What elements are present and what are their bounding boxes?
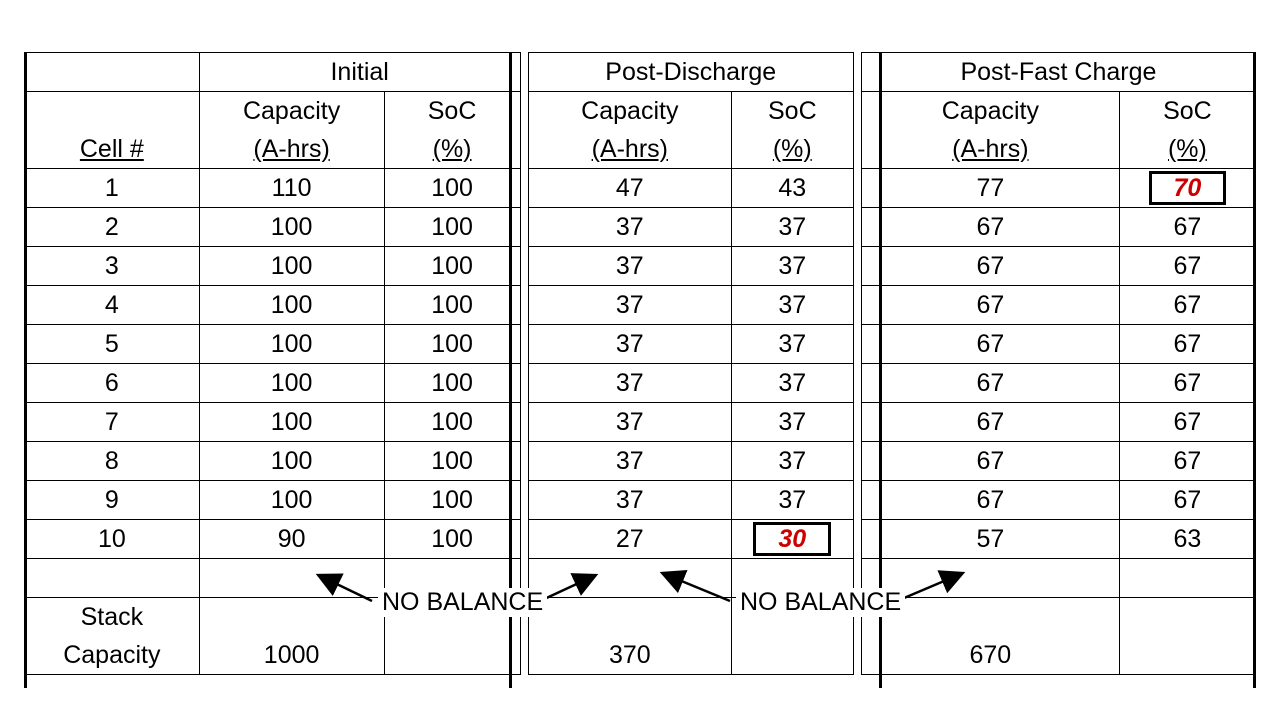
post-discharge-soc: 37 bbox=[731, 481, 853, 520]
highlight-box-row10: 30 bbox=[753, 522, 831, 556]
subheader-gap-4 bbox=[853, 130, 861, 169]
annotation-cell-1 bbox=[25, 559, 200, 598]
stack-label-line1: Stack bbox=[25, 598, 200, 637]
table-row bbox=[25, 247, 1256, 286]
row-gap-2 bbox=[853, 208, 861, 247]
row-gap-2 bbox=[853, 403, 861, 442]
cell-id: 3 bbox=[25, 247, 200, 286]
post-discharge-soc: 37 bbox=[731, 364, 853, 403]
subheader-pfc-capacity-units: (A-hrs) bbox=[952, 134, 1029, 163]
post-discharge-capacity: 37 bbox=[528, 286, 731, 325]
subheader-pfc-capacity-2 bbox=[861, 130, 1119, 169]
stack-label-line2: Capacity bbox=[25, 636, 200, 675]
post-discharge-capacity: 37 bbox=[528, 481, 731, 520]
post-discharge-soc-highlighted bbox=[731, 520, 853, 559]
post-fast-charge-soc: 67 bbox=[1119, 325, 1255, 364]
row-gap-2 bbox=[853, 442, 861, 481]
post-fast-charge-soc: 67 bbox=[1119, 403, 1255, 442]
subheader-pd-soc-units: (%) bbox=[772, 134, 812, 163]
row-gap-2 bbox=[853, 247, 861, 286]
initial-soc: 100 bbox=[384, 481, 520, 520]
row-gap-1 bbox=[520, 325, 528, 364]
no-balance-label-left: NO BALANCE bbox=[378, 588, 547, 617]
stack-post-discharge-soc bbox=[731, 636, 853, 675]
post-fast-charge-soc: 67 bbox=[1119, 247, 1255, 286]
initial-soc: 100 bbox=[384, 364, 520, 403]
table-outer-border-right bbox=[1253, 52, 1256, 688]
stack-post-discharge-capacity: 370 bbox=[528, 636, 731, 675]
stack-post-fast-charge-capacity: 670 bbox=[861, 636, 1119, 675]
post-discharge-capacity: 37 bbox=[528, 364, 731, 403]
post-fast-charge-soc: 67 bbox=[1119, 286, 1255, 325]
group-gap-2 bbox=[853, 53, 861, 92]
cell-id: 2 bbox=[25, 208, 200, 247]
table-group-header-row bbox=[25, 53, 1256, 92]
subheader-pfc-soc-units: (%) bbox=[1167, 134, 1207, 163]
stack-initial-soc bbox=[384, 636, 520, 675]
post-fast-charge-soc-highlighted bbox=[1119, 169, 1255, 208]
table-row bbox=[25, 403, 1256, 442]
annotation-cell-2 bbox=[199, 559, 384, 598]
annotation-cell-4 bbox=[528, 559, 731, 598]
post-discharge-soc: 37 bbox=[731, 325, 853, 364]
cell-id: 4 bbox=[25, 286, 200, 325]
subheader-pd-capacity-1: Capacity bbox=[528, 92, 731, 131]
subheader-initial-soc-2 bbox=[384, 130, 520, 169]
post-discharge-soc: 37 bbox=[731, 247, 853, 286]
table-row bbox=[25, 364, 1256, 403]
post-discharge-soc: 37 bbox=[731, 208, 853, 247]
post-fast-charge-soc: 67 bbox=[1119, 208, 1255, 247]
initial-soc: 100 bbox=[384, 325, 520, 364]
post-discharge-soc: 37 bbox=[731, 442, 853, 481]
row-gap-2 bbox=[853, 286, 861, 325]
post-discharge-capacity: 37 bbox=[528, 325, 731, 364]
subheader-initial-soc-units: (%) bbox=[432, 134, 472, 163]
subheader-cell-blank bbox=[25, 92, 200, 131]
subheader-cell-number bbox=[25, 130, 200, 169]
post-discharge-capacity: 47 bbox=[528, 169, 731, 208]
initial-soc: 100 bbox=[384, 169, 520, 208]
table-row bbox=[25, 169, 1256, 208]
stack-pad-1 bbox=[199, 598, 384, 637]
no-balance-label-right: NO BALANCE bbox=[736, 588, 905, 617]
stack-initial-capacity: 1000 bbox=[199, 636, 384, 675]
subheader-pd-capacity-2 bbox=[528, 130, 731, 169]
table-row bbox=[25, 325, 1256, 364]
cell-id: 9 bbox=[25, 481, 200, 520]
row-gap-1 bbox=[520, 403, 528, 442]
subheader-gap-1 bbox=[520, 92, 528, 131]
capacity-table bbox=[24, 52, 1256, 675]
cell-id: 5 bbox=[25, 325, 200, 364]
table-row bbox=[25, 520, 1256, 559]
highlight-box-row1: 70 bbox=[1149, 171, 1227, 205]
post-fast-charge-capacity: 67 bbox=[861, 325, 1119, 364]
initial-soc: 100 bbox=[384, 286, 520, 325]
cell-id: 8 bbox=[25, 442, 200, 481]
initial-capacity: 100 bbox=[199, 247, 384, 286]
cell-id: 1 bbox=[25, 169, 200, 208]
subheader-pfc-capacity-1: Capacity bbox=[861, 92, 1119, 131]
stack-gap-4 bbox=[853, 636, 861, 675]
post-discharge-capacity: 37 bbox=[528, 442, 731, 481]
stack-gap-3 bbox=[520, 636, 528, 675]
row-gap-2 bbox=[853, 325, 861, 364]
capacity-table-wrapper bbox=[24, 52, 1256, 675]
table-subheader-row-2 bbox=[25, 130, 1256, 169]
post-fast-charge-capacity: 67 bbox=[861, 286, 1119, 325]
table-row bbox=[25, 286, 1256, 325]
subheader-pd-soc-1: SoC bbox=[731, 92, 853, 131]
post-discharge-capacity: 27 bbox=[528, 520, 731, 559]
row-gap-1 bbox=[520, 247, 528, 286]
subheader-gap-2 bbox=[853, 92, 861, 131]
post-discharge-capacity: 37 bbox=[528, 403, 731, 442]
row-gap-2 bbox=[853, 520, 861, 559]
subheader-initial-capacity-2 bbox=[199, 130, 384, 169]
subheader-pd-capacity-units: (A-hrs) bbox=[591, 134, 668, 163]
stack-label-row bbox=[25, 598, 1256, 637]
row-gap-1 bbox=[520, 481, 528, 520]
cell-id: 10 bbox=[25, 520, 200, 559]
subheader-pd-soc-2 bbox=[731, 130, 853, 169]
stack-post-fast-charge-soc bbox=[1119, 636, 1255, 675]
initial-capacity: 100 bbox=[199, 208, 384, 247]
initial-soc: 100 bbox=[384, 442, 520, 481]
table-row bbox=[25, 208, 1256, 247]
group-gap-1 bbox=[520, 53, 528, 92]
post-fast-charge-soc: 67 bbox=[1119, 442, 1255, 481]
row-gap-2 bbox=[853, 481, 861, 520]
cell-id: 7 bbox=[25, 403, 200, 442]
row-gap-1 bbox=[520, 169, 528, 208]
subheader-initial-capacity-units: (A-hrs) bbox=[253, 134, 330, 163]
post-fast-charge-soc: 67 bbox=[1119, 481, 1255, 520]
post-discharge-soc: 37 bbox=[731, 403, 853, 442]
row-gap-1 bbox=[520, 286, 528, 325]
post-fast-charge-capacity: 67 bbox=[861, 403, 1119, 442]
table-row bbox=[25, 442, 1256, 481]
post-fast-charge-soc: 67 bbox=[1119, 364, 1255, 403]
table-row bbox=[25, 481, 1256, 520]
initial-capacity: 90 bbox=[199, 520, 384, 559]
initial-capacity: 100 bbox=[199, 364, 384, 403]
annotation-cell-7 bbox=[1119, 559, 1255, 598]
post-discharge-capacity: 37 bbox=[528, 208, 731, 247]
initial-capacity: 100 bbox=[199, 403, 384, 442]
stack-pad-3 bbox=[528, 598, 731, 637]
row-gap-2 bbox=[853, 364, 861, 403]
subheader-cell-number-text: Cell # bbox=[79, 134, 144, 163]
subheader-initial-soc-1: SoC bbox=[384, 92, 520, 131]
post-fast-charge-capacity: 67 bbox=[861, 481, 1119, 520]
post-fast-charge-capacity: 67 bbox=[861, 442, 1119, 481]
post-discharge-soc: 43 bbox=[731, 169, 853, 208]
initial-capacity: 100 bbox=[199, 286, 384, 325]
table-subheader-row-1 bbox=[25, 92, 1256, 131]
subheader-gap-3 bbox=[520, 130, 528, 169]
post-discharge-soc: 37 bbox=[731, 286, 853, 325]
group-header-post-fast-charge: Post-Fast Charge bbox=[861, 53, 1255, 92]
initial-soc: 100 bbox=[384, 403, 520, 442]
post-fast-charge-soc: 63 bbox=[1119, 520, 1255, 559]
row-gap-1 bbox=[520, 520, 528, 559]
row-gap-1 bbox=[520, 442, 528, 481]
subheader-pfc-soc-1: SoC bbox=[1119, 92, 1255, 131]
subheader-pfc-soc-2 bbox=[1119, 130, 1255, 169]
stack-pad-6 bbox=[1119, 598, 1255, 637]
post-fast-charge-capacity: 67 bbox=[861, 208, 1119, 247]
initial-soc: 100 bbox=[384, 208, 520, 247]
table-outer-border-left bbox=[24, 52, 27, 688]
stack-values-row bbox=[25, 636, 1256, 675]
subheader-initial-capacity-1: Capacity bbox=[199, 92, 384, 131]
cell-id: 6 bbox=[25, 364, 200, 403]
post-fast-charge-capacity: 67 bbox=[861, 364, 1119, 403]
initial-capacity: 100 bbox=[199, 325, 384, 364]
initial-capacity: 110 bbox=[199, 169, 384, 208]
group-header-post-discharge: Post-Discharge bbox=[528, 53, 853, 92]
post-fast-charge-capacity: 77 bbox=[861, 169, 1119, 208]
initial-soc: 100 bbox=[384, 247, 520, 286]
group-header-cell-blank bbox=[25, 53, 200, 92]
post-discharge-capacity: 37 bbox=[528, 247, 731, 286]
row-gap-1 bbox=[520, 364, 528, 403]
annotation-spacer-row bbox=[25, 559, 1256, 598]
initial-capacity: 100 bbox=[199, 481, 384, 520]
post-fast-charge-capacity: 67 bbox=[861, 247, 1119, 286]
group-header-initial: Initial bbox=[199, 53, 520, 92]
initial-capacity: 100 bbox=[199, 442, 384, 481]
row-gap-1 bbox=[520, 208, 528, 247]
initial-soc: 100 bbox=[384, 520, 520, 559]
post-fast-charge-capacity: 57 bbox=[861, 520, 1119, 559]
row-gap-2 bbox=[853, 169, 861, 208]
